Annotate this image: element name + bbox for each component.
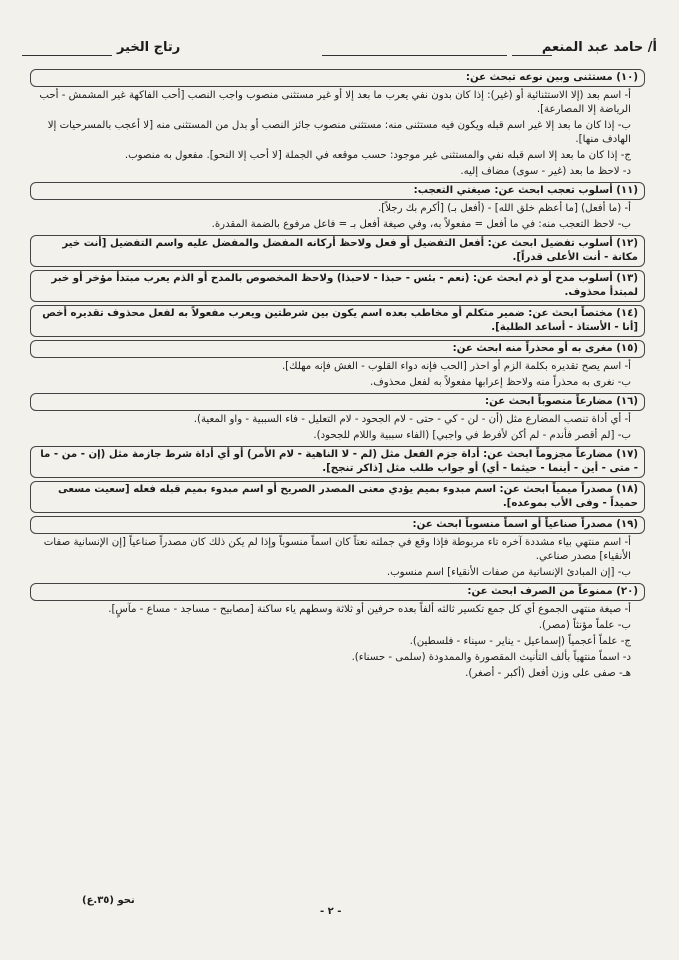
rule-paragraph: أ- صيغة منتهى الجموع أي كل جمع تكسير ثالثه ألفاً بعده حرفين أو ثلاثة وسطهم ياء ساكنة [مصابيح - مساجد - مساع - مآسٍ]. <box>108 604 631 615</box>
section-heading: (١٦) مضارعاً منصوباً ابحث عن: <box>30 393 645 411</box>
header-rule <box>22 55 112 56</box>
section-heading: (١٧) مضارعاً مجزوماً ابحث عن: أداة جزم الفعل مثل (لم - لا الناهية - لام الأمر) أو أي أداة شرط جازمة مثل (إن - من - ما - متى - أين - أينما - حيثما - أي) أو جواب طلب مثل [ذاكر تنجح]. <box>30 446 645 478</box>
section-heading: (١٤) مختصاً ابحث عن: ضمير متكلم أو مخاطب بعده اسم يكون بين شرطتين ويعرب مفعولاً به لفعل محذوف تقديره أخص [أنا - الأستاذ - أساعد الطلبة]. <box>30 305 645 337</box>
rule-paragraph: أ- اسم منتهي بياء مشددة آخره تاء مربوطة فإذا وقع في جملته نعتاً كان اسماً منسوباً وإذا لم يكن ذلك كان مصدراً صناعياً [إن الإنسانية صفات الأنقياء] مصدر صناعي. <box>43 537 631 562</box>
document-body <box>30 66 645 683</box>
teacher-name: أ/ حامد عبد المنعم <box>541 40 657 55</box>
footer-label: نحو (٣٥.ع) <box>82 895 135 906</box>
rule-paragraph: ج- إذا كان ما بعد إلا اسم قبله نفي والمستثنى غير موجود: حسب موقعه في الجملة [لا أحب إلا النحو]. مفعول به منصوب. <box>124 150 631 161</box>
section-heading: (١٢) أسلوب تفضيل ابحث عن: أفعل التفضيل أو فعل ولاحظ أركانه المفضل والمفضل عليه واسم التفضيل [أنت خير مكانة - أنت الأعلى قدراً]. <box>30 235 645 267</box>
section-heading: (١٥) مغرى به أو محذراً منه ابحث عن: <box>30 340 645 358</box>
header-rule <box>512 55 552 56</box>
section-heading: (١٣) أسلوب مدح أو ذم ابحث عن: (نعم - بئس - حبذا - لاحبذا) ولاحظ المخصوص بالمدح أو الذم يعرب مبتدأ مؤخر أو خبر لمبتدأ محذوف. <box>30 270 645 302</box>
rule-paragraph: أ- اسم بعد (إلا الاستثنائية أو (غير): إذا كان بدون نفي يعرب ما بعد إلا أو غير مستثنى منصوب واجب النصب [أحب الفاكهة غير المشمش - أحب الرياضة إلا المصارعة]. <box>39 90 631 115</box>
rule-paragraph: ب- إذا كان ما بعد إلا غير اسم قبله ويكون فيه مستثنى منه: مستثنى منصوب جائز النصب أو بدل من المستثنى منه [لا أعجب بالمسرحيات إلا الهادف منها]. <box>47 120 631 145</box>
school-name: رتاج الخير <box>117 40 181 55</box>
rule-paragraph: هـ- صفى على وزن أفعل (أكبر - أصغر). <box>465 668 631 679</box>
rule-paragraph: أ- اسم يصح تقديره بكلمة الزم أو احذر [الحب فإنه دواء القلوب - الغش فإنه مهلك]. <box>281 361 631 372</box>
rule-paragraph: أ- أي أداة تنصب المضارع مثل (أن - لن - كي - حتى - لام الجحود - لام التعليل - فاء السببية - واو المعية). <box>193 414 631 425</box>
section-heading: (١٨) مصدراً ميمياً ابحث عن: اسم مبدوء بميم يؤدي معنى المصدر الصريح أو اسم مبدوء بميم قبله فعله [سعيت مسعى حميداً - وفى الأب بموعده]. <box>30 481 645 513</box>
rule-paragraph: د- لاحظ ما بعد (غير - سوى) مضاف إليه. <box>460 166 631 177</box>
rule-paragraph: ج- علماً أعجمياً (إسماعيل - يناير - سيناء - فلسطين). <box>409 636 631 647</box>
section-heading: (١١) أسلوب تعجب ابحث عن: صيغتي التعجب: <box>30 182 645 200</box>
rule-paragraph: ب- نغرى به محذراً منه ولاحظ إعرابها مفعولاً به لفعل محذوف. <box>370 377 631 388</box>
header-rule <box>322 55 507 56</box>
rule-paragraph: ب- علماً مؤنثاً (مصر). <box>538 620 631 631</box>
section-heading: (٢٠) ممنوعاً من الصرف ابحث عن: <box>30 583 645 601</box>
section-heading: (١٠) مستثنى وبين نوعه تبحث عن: <box>30 69 645 87</box>
rule-paragraph: ب- [إن المبادئ الإنسانية من صفات الأنقياء] اسم منسوب. <box>386 567 631 578</box>
rule-paragraph: د- اسماً منتهياً بألف التأنيث المقصورة والممدودة (سلمى - حسناء). <box>351 652 631 663</box>
rule-paragraph: ب- لاحظ التعجب منه: في ما أفعل = مفعولاً به، وفي صيغة أفعل بـ = فاعل مرفوع بالضمة المقدرة. <box>211 219 631 230</box>
rule-paragraph: ب- [لم أقصر فأندم - لم أكن لأفرط في واجبي] (الفاء سببية واللام للجحود). <box>313 430 631 441</box>
page-header <box>22 40 657 64</box>
page-number: - ٢ - <box>320 906 342 917</box>
section-heading: (١٩) مصدراً صناعياً أو اسماً منسوباً ابحث عن: <box>30 516 645 534</box>
rule-paragraph: أ- (ما أفعل) [ما أعظم خلق الله] - (أفعل بـ) [أكرم بك رجلاً]. <box>378 203 631 214</box>
